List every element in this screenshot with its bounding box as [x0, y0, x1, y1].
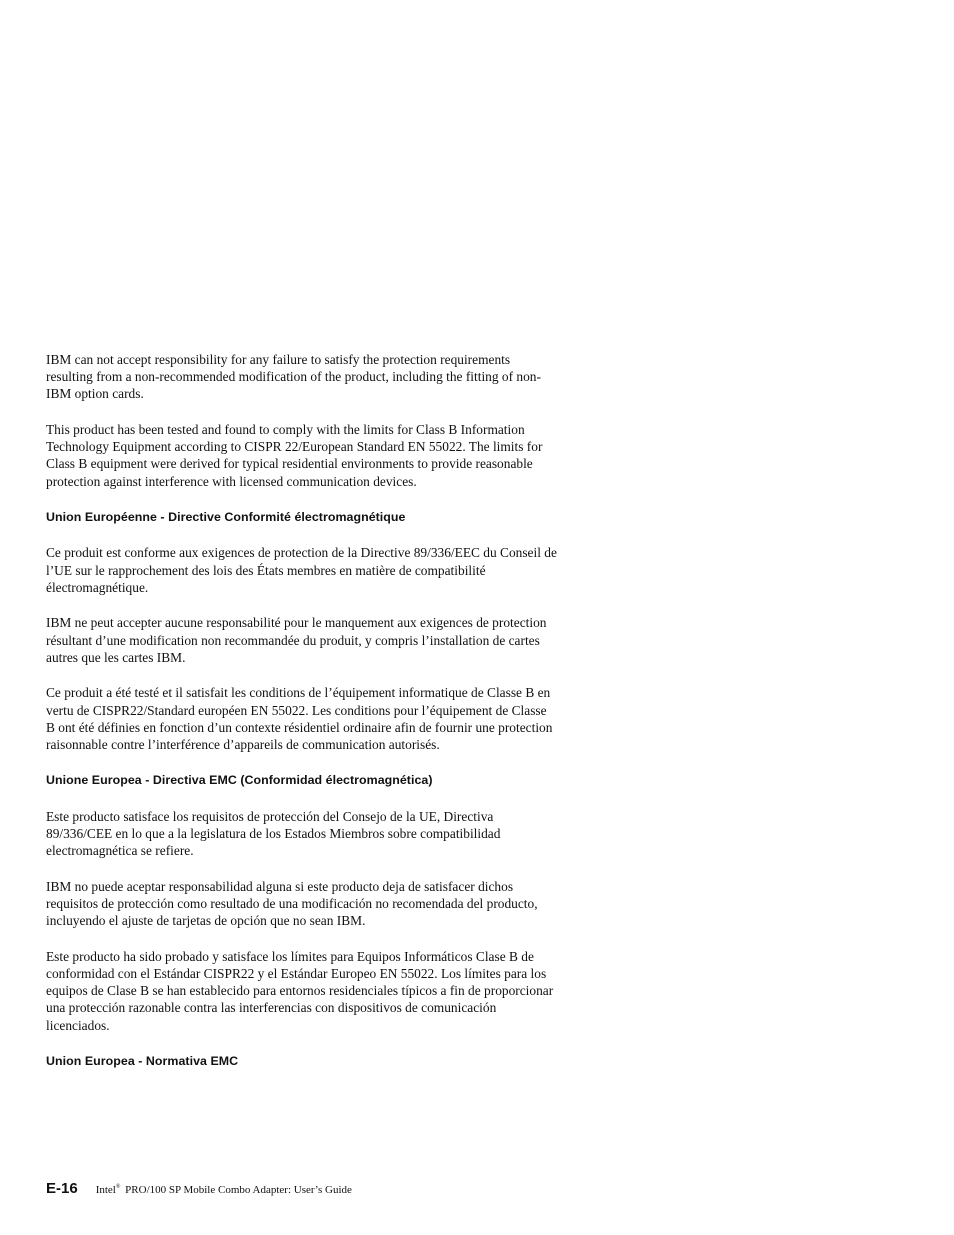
registered-mark: ® [115, 1184, 121, 1190]
paragraph-class-b-compliance: This product has been tested and found to comply with the limits for Class B Information Technology Equipment according to CISPR 22/European Standard EN 55022. The limits for Class B equipment were derived for typical residential environments to provide reasonable protection against interference with licensed communication devices. [46, 422, 543, 489]
brand-name: Intel [95, 1184, 116, 1196]
paragraph-es-clase-b: Este producto ha sido probado y satisface los límites para Equipos Informáticos Clase B de conformidad con el Estándar CISPR22 y el Estándar Europeo EN 55022. Los límites para los equipos de Clase B se han establecido para entornos residenciales típicos a fin de proporcionar una protección razonable contra las interferencias con dispositivos de comunicación licenciados. [46, 948, 554, 1033]
guide-title: PRO/100 SP Mobile Combo Adapter: User’s Guide [125, 1184, 352, 1196]
document-title [96, 1184, 352, 1196]
heading-union-europea-normativa: Union Europea - Normativa EMC [46, 1053, 239, 1068]
page-body [46, 351, 558, 1070]
paragraph-es-directiva: Este producto satisface los requisitos de protección del Consejo de la UE, Directiva 89/336/CEE en lo que a la legislatura de los Estados Miembros sobre compatibilidad electromagnética se refiere. [46, 808, 501, 859]
page-footer [46, 1180, 352, 1197]
paragraph-fr-responsabilite: IBM ne peut accepter aucune responsabilité pour le manquement aux exigences de protection résultant d’une modification non recommandée du produit, y compris l’installation de cartes autres que les cartes IBM. [46, 615, 547, 665]
page-number: E-16 [46, 1180, 78, 1197]
paragraph-ibm-responsibility: IBM can not accept responsibility for any failure to satisfy the protection requirements resulting from a non-recommended modification of the product, including the fitting of non-IBM option cards. [46, 352, 541, 402]
paragraph-fr-classe-b: Ce produit a été testé et il satisfait les conditions de l’équipement informatique de Classe B en vertu de CISPR22/Standard européen EN 55022. Les conditions pour l’équipement de Classe B ont été définies en fonction d’un contexte résidentiel ordinaire afin de fournir une protection raisonnable contre l’interférence d’appareils de communication autorisés. [46, 685, 553, 753]
paragraph-es-responsabilidad: IBM no puede aceptar responsabilidad alguna si este producto deja de satisfacer dichos requisitos de protección como resultado de una modificación no recomendada del producto, incluyendo el ajuste de tarjetas de opción que no sean IBM. [46, 878, 538, 929]
paragraph-fr-directive: Ce produit est conforme aux exigences de protection de la Directive 89/336/EEC du Conseil de l’UE sur le rapprochement des lois des États membres en matière de compatibilité électromagnétique. [46, 545, 557, 595]
heading-union-europeenne: Union Européenne - Directive Conformité électromagnétique [46, 509, 406, 524]
heading-unione-europea: Unione Europea - Directiva EMC (Conformidad électromagnética) [46, 773, 433, 788]
